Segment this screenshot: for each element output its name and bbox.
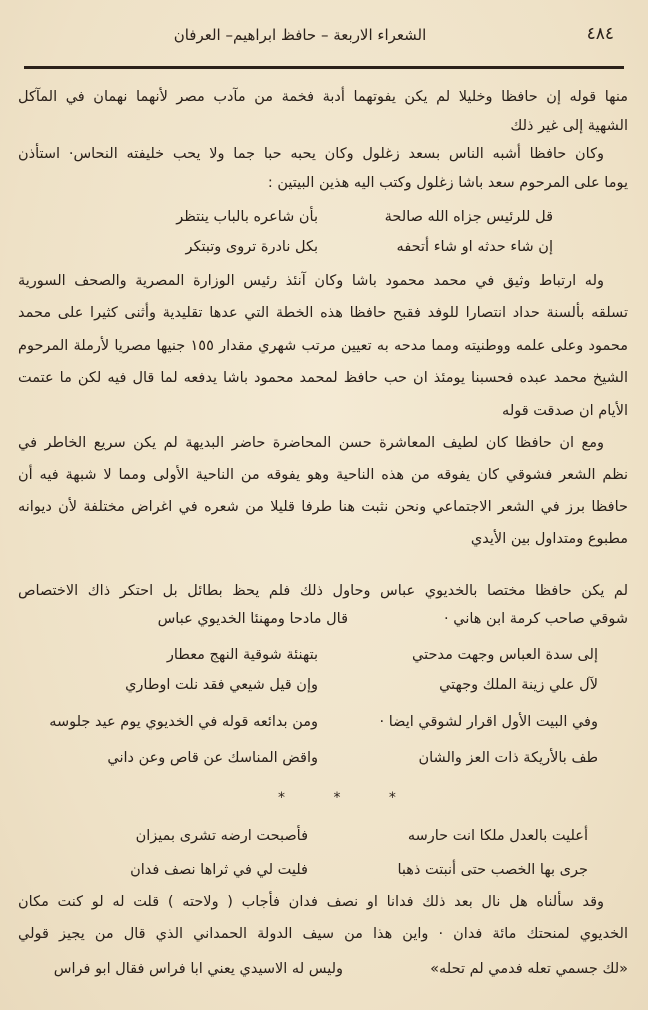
text-line: الشيخ محمد عبده فحسبنا يومئذ ان حب حافظ لمحمد محمود باشا يدفعه لما قال فيه لكن ما عتمت [18, 370, 628, 386]
verse-hemistich-left: فأصبحت ارضه تشرى بميزان [135, 828, 308, 844]
verse-hemistich-right: لآل علي زينة الملك وجهتي [439, 677, 598, 693]
verse-hemistich-right: إلى سدة العباس وجهت مدحتي [412, 647, 598, 663]
text-line: يوما على المرحوم سعد باشا زغلول وكتب اليه هذين البيتين : [267, 175, 628, 191]
text-line: وله ارتباط وثيق في محمد محمود باشا وكان آنئذ رئيس الوزارة المصرية والصحف السورية [18, 273, 604, 289]
verse-hemistich-right: طف بالأريكة ذات العز والشان [418, 750, 598, 766]
text-line-left: قال مادحا ومهنئا الخديوي عباس [157, 611, 348, 627]
text-line: مطبوع ومتداول بين الأيدي [470, 531, 628, 547]
text-line: الشهية إلى غير ذلك [510, 118, 628, 134]
text-line: تسلقه بألسنة حداد انتصارا للوفد فقبح حافظا هذه الخطة التي عدها تقليدية وأثنى كثيرا على محمد [18, 305, 628, 321]
text-line-right: شوقي صاحب كرمة ابن هاني · [444, 611, 628, 627]
text-line: منها قوله إن حافظا وخليلا لم يكن يفوتهما أدبة فخمة من مآدب مصر لأنهما نهمان في المآكل [18, 89, 628, 105]
verse-hemistich-right: إن شاء حدثه او شاء أتحفه [396, 239, 553, 255]
text-line: وكان حافظا أشبه الناس بسعد زغلول وكان يحبه حبا جما ولا يحب خليفته النحاس· استأذن [18, 146, 604, 162]
running-title: الشعراء الاربعة – حافظ ابراهيم– العرفان [173, 26, 427, 44]
verse-hemistich-left: فليت لي في ثراها نصف فدان [130, 862, 308, 878]
text-line: لم يكن حافظا مختصا بالخديوي عباس وحاول ذلك فلم يحظ بطائل بل احتكر ذاك الاختصاص [18, 583, 628, 599]
verse-hemistich-left: بأن شاعره بالباب ينتظر [176, 209, 318, 225]
page-number: ٤٨٤ [586, 24, 614, 44]
verse-hemistich-left: بكل نادرة تروى وتبتكر [185, 239, 318, 255]
text-line: الخديوي لمنحتك مائة فدان · واين هذا من سيف الدولة الحمداني الذي قال من يجيز قولي [18, 926, 628, 942]
verse-hemistich-left: وإن قيل شيعي فقد نلت اوطاري [125, 677, 318, 693]
text-line: ومع ان حافظا كان لطيف المعاشرة حسن المحاضرة حاضر البديهة لم يكن سريع الخاطر في [18, 435, 604, 451]
text-line: نظم الشعر فشوقي كان يفوقه من هذه الناحية وهو يفوقه من الناحية الأولى ومما لا شبهة فيه أن [18, 467, 628, 483]
text-line: حافظا برز في الشعر الاجتماعي ونحن نثبت هنا طرفا قليلا من شعره في اغراض مختلفة لأن ديوانه [18, 499, 628, 515]
verse-hemistich-right: جرى بها الخصب حتى أنبتت ذهبا [397, 862, 588, 878]
text-line: وقد سألناه هل نال بعد ذلك فدانا او نصف فدان فأجاب ( ولاحته ) قلت له لو كنت مكان [18, 894, 604, 910]
text-line: محمود وعلى علمه ووطنيته ومما مدحه به تعيين مرتب شهري مقدار ١٥٥ جنيها مصريا لأرملة المرحوم [18, 338, 628, 354]
text-line-right: «لك جسمي تعله فدمي لم تحله» [430, 961, 628, 977]
verse-hemistich-left: واقض المناسك عن قاص وعن داني [107, 750, 318, 766]
text-line-left: وليس له الاسيدي يعني ابا فراس فقال ابو فراس [53, 961, 343, 977]
verse-hemistich-right: أعليت بالعدل ملكا انت حارسه [407, 828, 588, 844]
text-line: الأيام ان صدقت قوله [502, 403, 628, 419]
section-separator-stars: * * * [278, 790, 418, 806]
verse-hemistich-right: قل للرئيس جزاه الله صالحة [384, 209, 553, 225]
header-rule [24, 66, 624, 69]
text-line-left: ومن بدائعه قوله في الخديوي يوم عيد جلوسه [49, 714, 318, 730]
text-line-right: وفي البيت الأول اقرار لشوقي ايضا · [379, 714, 598, 730]
verse-hemistich-left: بتهنئة شوقية النهج معطار [166, 647, 318, 663]
